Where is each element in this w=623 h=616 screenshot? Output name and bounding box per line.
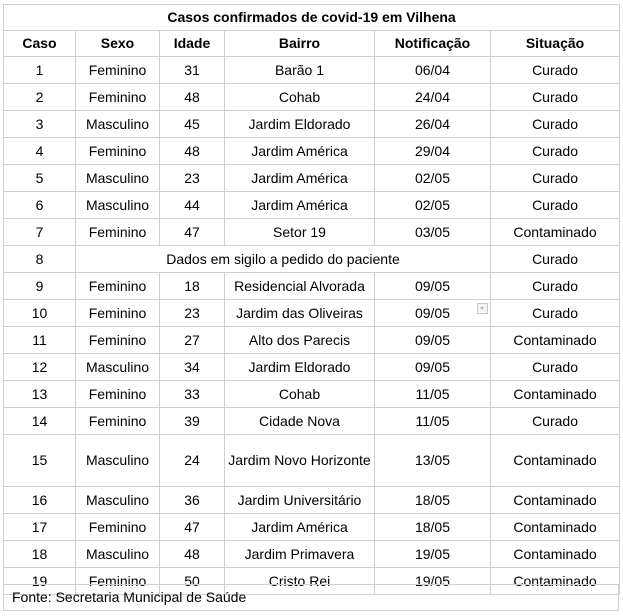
cell-notificacao[interactable]: 11/05 bbox=[375, 408, 491, 435]
table-row bbox=[4, 273, 620, 300]
cell-notificacao[interactable]: 02/05 bbox=[375, 192, 491, 219]
cell-situacao[interactable]: Curado bbox=[491, 84, 620, 111]
column-header-situacao[interactable]: Situação bbox=[491, 31, 620, 57]
cell-caso[interactable]: 7 bbox=[4, 219, 76, 246]
cell-situacao[interactable]: Curado bbox=[491, 354, 620, 381]
cell-situacao[interactable]: Curado bbox=[491, 300, 620, 327]
cell-caso[interactable]: 5 bbox=[4, 165, 76, 192]
table-row bbox=[4, 487, 620, 514]
cell-bairro[interactable]: Jardim Eldorado bbox=[225, 354, 375, 381]
cell-notificacao[interactable]: 29/04 bbox=[375, 138, 491, 165]
cell-caso[interactable]: 3 bbox=[4, 111, 76, 138]
column-header-notificacao[interactable]: Notificação bbox=[375, 31, 491, 57]
source-note: Fonte: Secretaria Municipal de Saúde bbox=[3, 584, 619, 611]
cell-idade[interactable]: 34 bbox=[160, 354, 225, 381]
cell-idade[interactable]: 18 bbox=[160, 273, 225, 300]
cell-caso[interactable]: 10 bbox=[4, 300, 76, 327]
table-row bbox=[4, 165, 620, 192]
covid-cases-table bbox=[3, 4, 620, 595]
dropdown-filter-icon[interactable] bbox=[477, 303, 488, 314]
cell-situacao[interactable]: Curado bbox=[491, 408, 620, 435]
cell-confidential-note[interactable]: Dados em sigilo a pedido do paciente bbox=[76, 246, 491, 273]
cell-situacao[interactable]: Contaminado bbox=[491, 219, 620, 246]
cell-bairro[interactable]: Jardim Eldorado bbox=[225, 111, 375, 138]
cell-sexo[interactable]: Feminino bbox=[76, 219, 160, 246]
header-row bbox=[4, 31, 620, 57]
cell-idade[interactable]: 48 bbox=[160, 541, 225, 568]
cell-bairro[interactable]: Cristo Rei bbox=[225, 568, 375, 595]
cell-caso[interactable]: 19 bbox=[4, 568, 76, 595]
cell-sexo[interactable]: Masculino bbox=[76, 192, 160, 219]
column-header-sexo[interactable]: Sexo bbox=[76, 31, 160, 57]
cell-situacao[interactable]: Curado bbox=[491, 273, 620, 300]
cell-bairro[interactable]: Jardim América bbox=[225, 165, 375, 192]
cell-idade[interactable]: 39 bbox=[160, 408, 225, 435]
cell-sexo[interactable]: Feminino bbox=[76, 300, 160, 327]
cell-sexo[interactable]: Masculino bbox=[76, 354, 160, 381]
cell-notificacao[interactable]: 26/04 bbox=[375, 111, 491, 138]
column-header-caso[interactable]: Caso bbox=[4, 31, 76, 57]
cell-idade[interactable]: 47 bbox=[160, 514, 225, 541]
cell-notificacao[interactable]: 06/04 bbox=[375, 57, 491, 84]
table-row bbox=[4, 138, 620, 165]
cell-notificacao[interactable]: 09/05 bbox=[375, 327, 491, 354]
cell-sexo[interactable]: Masculino bbox=[76, 541, 160, 568]
cell-idade[interactable]: 48 bbox=[160, 84, 225, 111]
column-header-idade[interactable]: Idade bbox=[160, 31, 225, 57]
cell-situacao[interactable]: Curado bbox=[491, 138, 620, 165]
cell-bairro[interactable]: Cohab bbox=[225, 381, 375, 408]
cell-situacao[interactable]: Contaminado bbox=[491, 327, 620, 354]
table-row bbox=[4, 192, 620, 219]
cell-bairro[interactable]: Jardim América bbox=[225, 138, 375, 165]
cell-situacao[interactable]: Contaminado bbox=[491, 381, 620, 408]
cell-caso[interactable]: 11 bbox=[4, 327, 76, 354]
cell-situacao[interactable]: Contaminado bbox=[491, 541, 620, 568]
cell-sexo[interactable]: Feminino bbox=[76, 273, 160, 300]
cell-caso[interactable]: 4 bbox=[4, 138, 76, 165]
cell-sexo[interactable]: Masculino bbox=[76, 435, 160, 487]
cell-notificacao[interactable]: 11/05 bbox=[375, 381, 491, 408]
cell-notificacao[interactable]: 09/05 bbox=[375, 273, 491, 300]
cell-caso[interactable]: 16 bbox=[4, 487, 76, 514]
column-header-bairro[interactable]: Bairro bbox=[225, 31, 375, 57]
cell-idade[interactable]: 36 bbox=[160, 487, 225, 514]
cell-notificacao[interactable]: 02/05 bbox=[375, 165, 491, 192]
cell-situacao[interactable]: Curado bbox=[491, 57, 620, 84]
cell-idade[interactable]: 48 bbox=[160, 138, 225, 165]
cell-situacao[interactable]: Contaminado bbox=[491, 487, 620, 514]
cell-sexo[interactable]: Masculino bbox=[76, 111, 160, 138]
cell-sexo[interactable]: Masculino bbox=[76, 487, 160, 514]
cell-notificacao[interactable]: 09/05 bbox=[375, 354, 491, 381]
cell-situacao[interactable]: Contaminado bbox=[491, 435, 620, 487]
cell-caso[interactable]: 13 bbox=[4, 381, 76, 408]
cell-notificacao[interactable]: 19/05 bbox=[375, 568, 491, 595]
table-row bbox=[4, 514, 620, 541]
cell-idade[interactable]: 24 bbox=[160, 435, 225, 487]
table-row bbox=[4, 327, 620, 354]
cell-idade[interactable]: 50 bbox=[160, 568, 225, 595]
cell-notificacao[interactable]: 19/05 bbox=[375, 541, 491, 568]
cell-notificacao[interactable]: 18/05 bbox=[375, 514, 491, 541]
cell-idade[interactable]: 23 bbox=[160, 300, 225, 327]
cell-notificacao[interactable]: 03/05 bbox=[375, 219, 491, 246]
cell-sexo[interactable]: Feminino bbox=[76, 327, 160, 354]
cell-bairro[interactable]: Barão 1 bbox=[225, 57, 375, 84]
table-row bbox=[4, 300, 620, 327]
cell-sexo[interactable]: Feminino bbox=[76, 57, 160, 84]
cell-bairro[interactable]: Residencial Alvorada bbox=[225, 273, 375, 300]
table-row bbox=[4, 219, 620, 246]
cell-bairro[interactable]: Setor 19 bbox=[225, 219, 375, 246]
cell-caso[interactable]: 12 bbox=[4, 354, 76, 381]
cell-caso[interactable]: 14 bbox=[4, 408, 76, 435]
table-row bbox=[4, 57, 620, 84]
cell-idade[interactable]: 33 bbox=[160, 381, 225, 408]
cell-situacao[interactable]: Contaminado bbox=[491, 568, 620, 595]
cell-notificacao[interactable]: 18/05 bbox=[375, 487, 491, 514]
table-row bbox=[4, 435, 620, 487]
cell-situacao[interactable]: Contaminado bbox=[491, 514, 620, 541]
cell-idade[interactable]: 31 bbox=[160, 57, 225, 84]
cell-sexo[interactable]: Feminino bbox=[76, 84, 160, 111]
cell-caso[interactable]: 18 bbox=[4, 541, 76, 568]
cell-caso[interactable]: 15 bbox=[4, 435, 76, 487]
cell-caso[interactable]: 6 bbox=[4, 192, 76, 219]
cell-idade[interactable]: 44 bbox=[160, 192, 225, 219]
cell-bairro[interactable]: Jardim Universitário bbox=[225, 487, 375, 514]
table-row bbox=[4, 111, 620, 138]
cell-idade[interactable]: 27 bbox=[160, 327, 225, 354]
cell-caso[interactable]: 9 bbox=[4, 273, 76, 300]
cell-bairro[interactable]: Jardim Novo Horizonte bbox=[225, 435, 375, 487]
cell-situacao[interactable]: Curado bbox=[491, 246, 620, 273]
cell-caso[interactable]: 1 bbox=[4, 57, 76, 84]
table-row bbox=[4, 84, 620, 111]
cell-bairro[interactable]: Alto dos Parecis bbox=[225, 327, 375, 354]
table-row bbox=[4, 246, 620, 273]
cell-bairro[interactable]: Jardim América bbox=[225, 192, 375, 219]
cell-sexo[interactable]: Feminino bbox=[76, 381, 160, 408]
cell-sexo[interactable]: Feminino bbox=[76, 138, 160, 165]
cell-idade[interactable]: 45 bbox=[160, 111, 225, 138]
cell-idade[interactable]: 23 bbox=[160, 165, 225, 192]
cell-bairro[interactable]: Cohab bbox=[225, 84, 375, 111]
table-row bbox=[4, 541, 620, 568]
cell-notificacao[interactable]: 09/05 bbox=[375, 300, 491, 327]
cell-notificacao[interactable]: 24/04 bbox=[375, 84, 491, 111]
table-body bbox=[4, 57, 620, 595]
cell-sexo[interactable]: Feminino bbox=[76, 408, 160, 435]
cell-bairro[interactable]: Jardim das Oliveiras bbox=[225, 300, 375, 327]
cell-situacao[interactable]: Curado bbox=[491, 165, 620, 192]
cell-caso[interactable]: 8 bbox=[4, 246, 76, 273]
cell-bairro[interactable]: Jardim Primavera bbox=[225, 541, 375, 568]
cell-idade[interactable]: 47 bbox=[160, 219, 225, 246]
cell-sexo[interactable]: Masculino bbox=[76, 165, 160, 192]
table-title: Casos confirmados de covid-19 em Vilhena bbox=[4, 5, 620, 31]
table-row bbox=[4, 381, 620, 408]
table-row bbox=[4, 354, 620, 381]
cell-sexo[interactable]: Feminino bbox=[76, 568, 160, 595]
cell-bairro[interactable]: Jardim América bbox=[225, 514, 375, 541]
cell-situacao[interactable]: Curado bbox=[491, 192, 620, 219]
cell-notificacao[interactable]: 13/05 bbox=[375, 435, 491, 487]
cell-bairro[interactable]: Cidade Nova bbox=[225, 408, 375, 435]
cell-caso[interactable]: 2 bbox=[4, 84, 76, 111]
table-row bbox=[4, 408, 620, 435]
cell-caso[interactable]: 17 bbox=[4, 514, 76, 541]
cell-situacao[interactable]: Curado bbox=[491, 111, 620, 138]
cell-sexo[interactable]: Feminino bbox=[76, 514, 160, 541]
